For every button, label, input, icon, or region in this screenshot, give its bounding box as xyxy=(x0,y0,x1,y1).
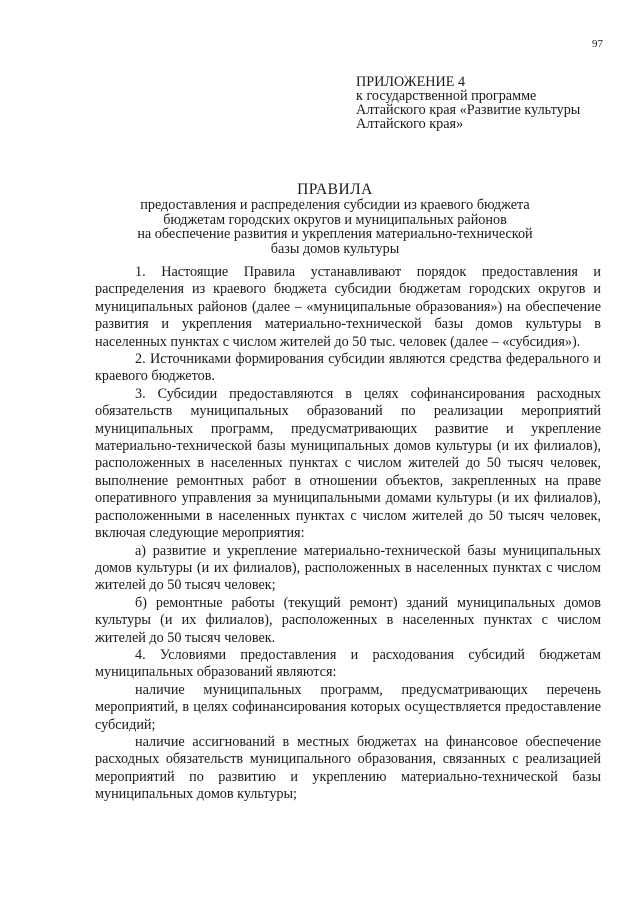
title-main: ПРАВИЛА xyxy=(297,181,373,198)
paragraph-3b: б) ремонтные работы (текущий ремонт) зданий муниципальных домов культуры (и их филиалов), расположенных в населенных пунктах с числом жителей до 50 тысяч человек. xyxy=(95,594,601,646)
document-title xyxy=(95,181,575,256)
paragraph-4: 4. Условиями предоставления и расходования субсидий бюджетам муниципальных образований являются: xyxy=(95,646,601,681)
document-body xyxy=(95,264,601,804)
paragraph-1: 1. Настоящие Правила устанавливают порядок предоставления и распределения из краевого бюджета субсидии бюджетам городских округов и муниципальных районов (далее – «муниципальные образования») на обеспечение развития и укрепления материально-технической базы домов культуры в населенных пунктах с числом жителей до 50 тыс. человек (далее – «субсидия»). xyxy=(95,264,601,350)
appendix-header xyxy=(356,75,626,131)
appendix-line: к государственной программе xyxy=(356,88,537,104)
title-line: на обеспечение развития и укрепления материально-технической xyxy=(137,226,533,242)
appendix-line: ПРИЛОЖЕНИЕ 4 xyxy=(356,74,466,90)
paragraph-2: 2. Источниками формирования субсидии являются средства федерального и краевого бюджетов. xyxy=(95,351,601,385)
paragraph-4-condition-1: наличие муниципальных программ, предусматривающих перечень мероприятий, в целях софинансирования которых осуществляется предоставление субсидий; xyxy=(95,681,601,733)
paragraph-3: 3. Субсидии предоставляются в целях софинансирования расходных обязательств муниципальных образований по реализации мероприятий муниципальных программ, предусматривающих развитие и укрепление материально-технической базы муниципальных домов культуры (и их филиалов), расположенных в населенных пунктах с числом жителей до 50 тысяч человек, выполнение ремонтных работ в отношении объектов, закрепленных на праве оперативного управления за муниципальными домами культуры (и их филиалов), расположенными в населенных пунктах с числом жителей до 50 тысяч человек, включая следующие мероприятия: xyxy=(95,385,601,542)
appendix-line: Алтайского края» xyxy=(356,116,464,132)
paragraph-4-condition-2: наличие ассигнований в местных бюджетах на финансовое обеспечение расходных обязательств муниципального образования, связанных с реализацией мероприятий по развитию и укреплению материально-технической базы муниципальных домов культуры; xyxy=(95,733,601,803)
title-line: базы домов культуры xyxy=(270,240,400,257)
page-number: 97 xyxy=(592,38,603,50)
title-line: бюджетам городских округов и муниципальных районов xyxy=(163,211,507,228)
paragraph-3a: а) развитие и укрепление материально-технической базы муниципальных домов культуры (и их филиалов), расположенных в населенных пунктах с числом жителей до 50 тысяч человек; xyxy=(95,542,601,594)
appendix-line: Алтайского края «Развитие культуры xyxy=(356,102,581,118)
title-line: предоставления и распределения субсидии из краевого бюджета xyxy=(140,197,530,213)
